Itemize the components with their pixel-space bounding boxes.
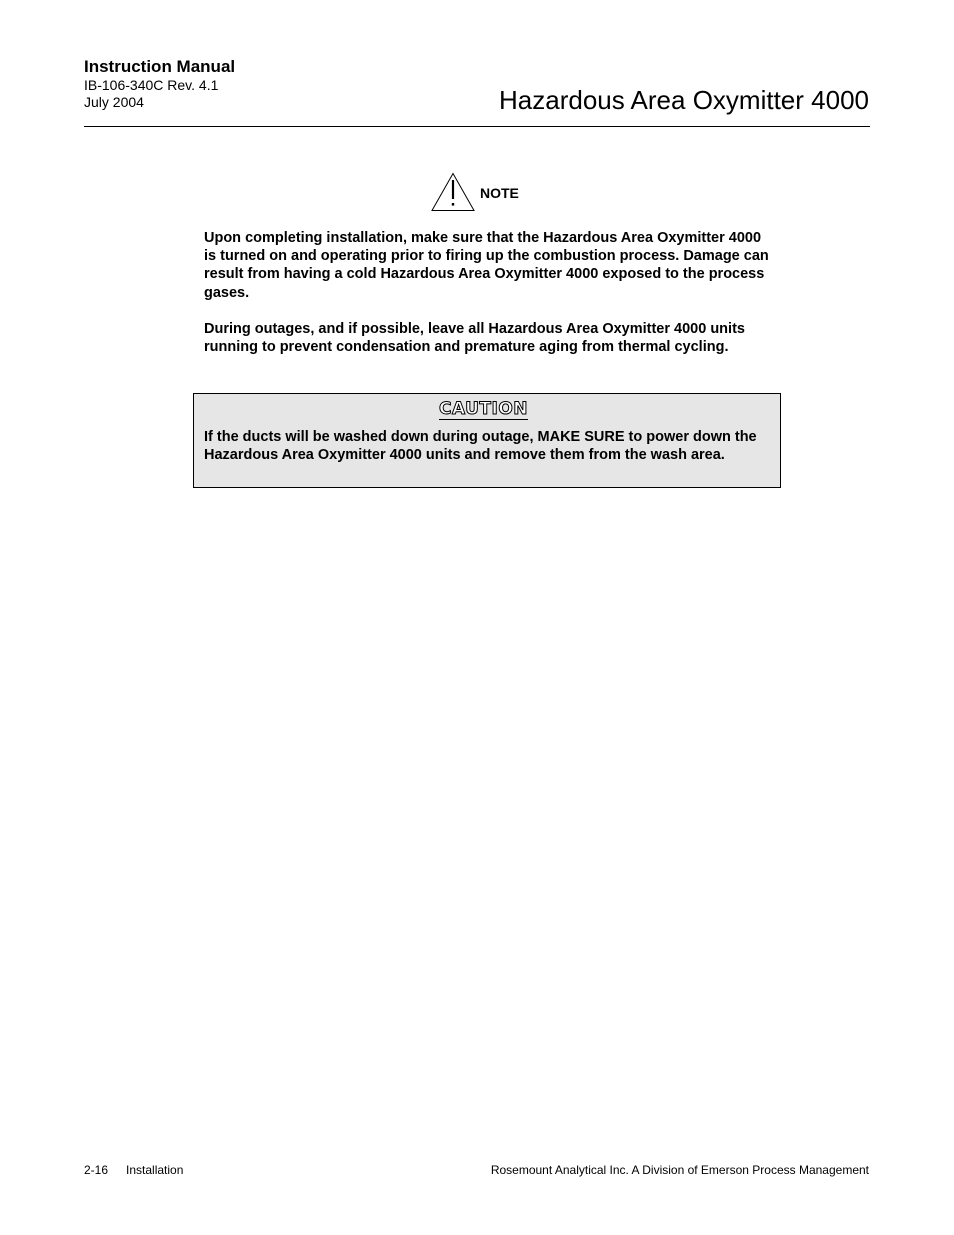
caution-heading: CAUTION xyxy=(439,399,529,419)
footer-left xyxy=(84,1163,183,1178)
header-left xyxy=(84,57,235,111)
doc-date: July 2004 xyxy=(84,94,144,110)
product-title: Hazardous Area Oxymitter 4000 xyxy=(499,85,869,115)
note-body xyxy=(204,229,774,374)
note-heading xyxy=(431,172,519,212)
header-divider xyxy=(84,126,870,127)
manual-title: Instruction Manual xyxy=(84,57,236,76)
doc-number: IB-106-340C Rev. 4.1 xyxy=(84,77,219,93)
note-paragraph: During outages, and if possible, leave all Hazardous Area Oxymitter 4000 units running to prevent condensation and premature aging from thermal cycling. xyxy=(204,320,745,356)
caution-text: If the ducts will be washed down during outage, MAKE SURE to power down the Hazardous Area Oxymitter 4000 units and remove them from the wash area. xyxy=(204,429,757,464)
note-paragraph: Upon completing installation, make sure that the Hazardous Area Oxymitter 4000 is turned on and operating prior to firing up the combustion process. Damage can result from having a cold Hazardous Area Oxymitter 4000 exposed to the process gases. xyxy=(204,230,769,301)
note-label: NOTE xyxy=(480,185,519,201)
warning-triangle-icon xyxy=(431,172,475,212)
footer-section: Installation xyxy=(126,1163,184,1177)
footer-company: Rosemount Analytical Inc. A Division of Emerson Process Management xyxy=(490,1163,869,1177)
caution-box xyxy=(193,393,781,488)
page-number: 2-16 xyxy=(84,1163,109,1177)
